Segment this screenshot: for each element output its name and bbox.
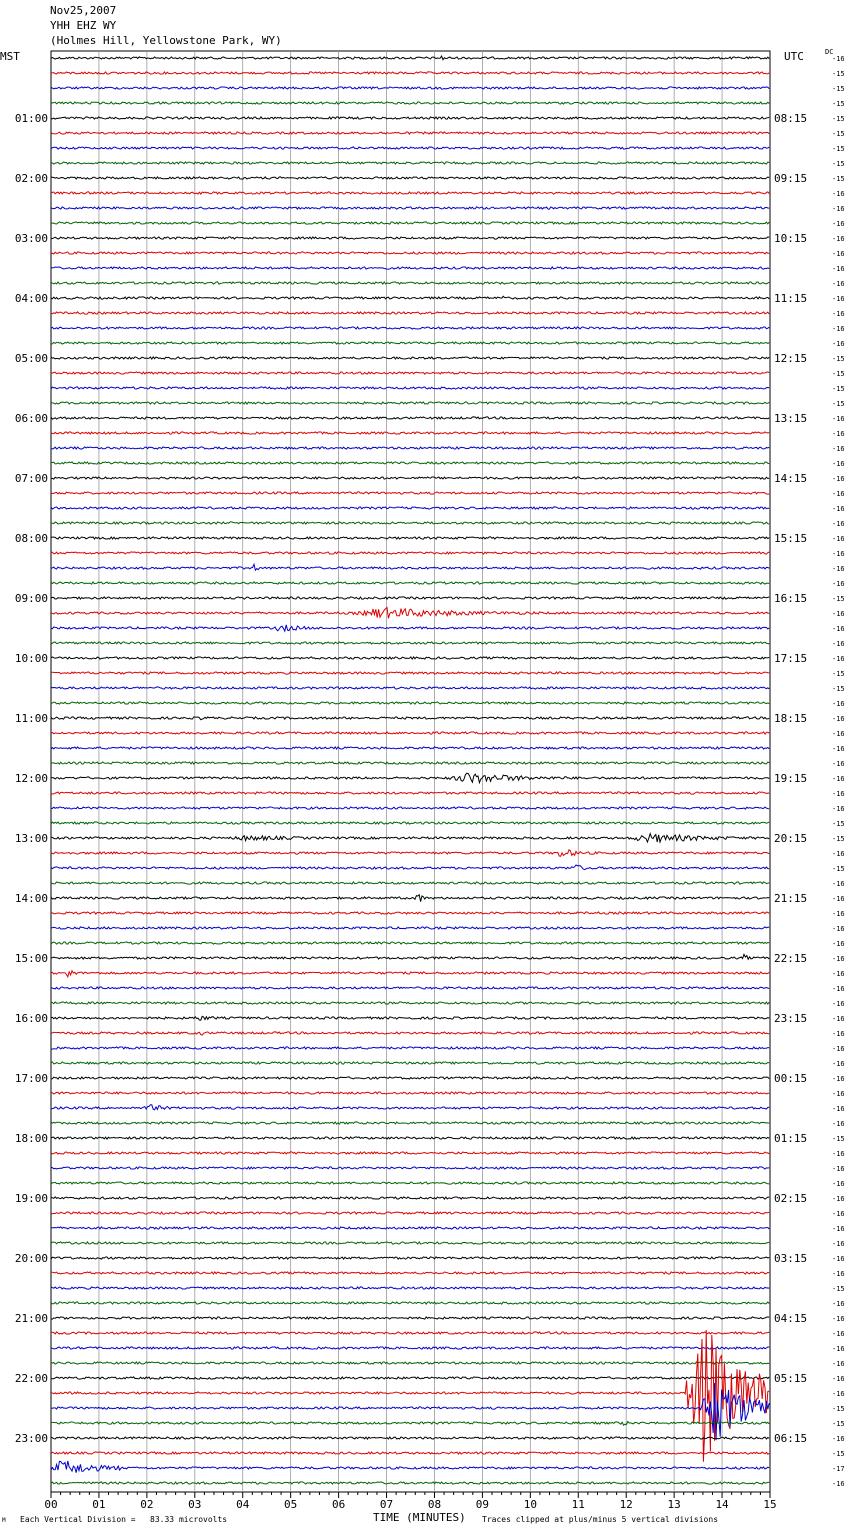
seismic-trace [51, 282, 769, 284]
header-date: Nov25,2007 [50, 4, 117, 17]
corner-mark: M [2, 1517, 6, 1524]
left-hour-label: 18:00 [14, 1132, 48, 1145]
dc-offset-label: -15 [832, 685, 845, 693]
seismic-trace [51, 56, 769, 60]
scale-note: Each Vertical Division = 83.33 microvolts [20, 1515, 228, 1524]
seismic-trace [51, 267, 769, 269]
dc-offset-label: -16 [832, 1390, 845, 1398]
left-hour-label: 06:00 [14, 412, 48, 425]
dc-offset-label: -16 [832, 220, 845, 228]
seismic-trace [51, 1482, 769, 1484]
seismic-trace [51, 702, 769, 704]
dc-offset-label: -15 [832, 100, 845, 108]
seismic-trace [51, 1257, 769, 1259]
dc-offset-label: -16 [832, 1255, 845, 1263]
right-hour-label: 10:15 [774, 232, 808, 245]
seismic-trace [51, 747, 769, 749]
seismic-trace [51, 625, 769, 631]
seismic-trace [51, 1377, 769, 1379]
right-hour-label: 14:15 [774, 472, 808, 485]
dc-offset-label: -16 [832, 490, 845, 498]
right-hour-label: 00:15 [774, 1072, 808, 1085]
seismic-trace [51, 1452, 769, 1454]
seismic-trace [51, 342, 769, 344]
seismic-trace [51, 1062, 769, 1064]
dc-offset-label: -15 [832, 70, 845, 78]
dc-offset-label: -16 [832, 805, 845, 813]
seismic-trace [51, 792, 769, 794]
seismic-trace [51, 357, 769, 359]
dc-offset-label: -15 [832, 1285, 845, 1293]
seismic-trace [51, 1137, 769, 1139]
dc-offset-label: -16 [832, 265, 845, 273]
seismic-trace [51, 207, 769, 209]
right-hour-label: 06:15 [774, 1432, 808, 1445]
dc-offset-label: -15 [832, 1405, 845, 1413]
dc-offset-label: -16 [832, 1150, 845, 1158]
left-hour-label: 13:00 [14, 832, 48, 845]
dc-offset-label: -16 [832, 505, 845, 513]
seismic-trace [51, 1077, 769, 1079]
dc-offset-label: -16 [832, 745, 845, 753]
dc-offset-label: -16 [832, 550, 845, 558]
seismic-trace [51, 1212, 769, 1214]
dc-offset-label: -16 [832, 895, 845, 903]
dc-offset-label: -16 [832, 1015, 845, 1023]
dc-offset-label: -16 [832, 700, 845, 708]
x-tick-label: 09 [475, 1498, 490, 1511]
seismic-trace [51, 895, 769, 902]
dc-offset-label: -15 [832, 670, 845, 678]
dc-offset-label: -16 [832, 1000, 845, 1008]
seismic-trace [51, 1437, 769, 1439]
seismic-trace [51, 1332, 769, 1334]
dc-offset-label: -16 [832, 280, 845, 288]
seismic-trace [51, 537, 769, 539]
dc-offset-label: -16 [832, 985, 845, 993]
dc-offset-label: -16 [832, 340, 845, 348]
right-hour-label: 17:15 [774, 652, 808, 665]
seismic-trace [51, 117, 769, 119]
seismic-trace [51, 773, 769, 783]
left-hour-label: 20:00 [14, 1252, 48, 1265]
dc-offset-label: -16 [832, 625, 845, 633]
seismic-trace [51, 987, 769, 989]
right-hour-label: 19:15 [774, 772, 808, 785]
dc-offset-label: -16 [832, 1225, 845, 1233]
seismic-trace [51, 222, 769, 224]
seismic-trace [51, 192, 769, 194]
dc-offset-label: -16 [832, 1195, 845, 1203]
dc-offset-label: -16 [832, 235, 845, 243]
right-hour-label: 23:15 [774, 1012, 808, 1025]
dc-offset-label: -15 [832, 85, 845, 93]
right-hour-label: 15:15 [774, 532, 808, 545]
dc-offset-label: -16 [832, 1375, 845, 1383]
header-location: (Holmes Hill, Yellowstone Park, WY) [50, 34, 282, 47]
left-hour-label: 23:00 [14, 1432, 48, 1445]
dc-offset-label: -16 [832, 310, 845, 318]
seismic-trace [51, 1302, 769, 1304]
seismic-trace [51, 1182, 769, 1184]
seismic-trace [51, 132, 769, 134]
dc-offset-label: -16 [832, 580, 845, 588]
dc-offset-label: -16 [832, 715, 845, 723]
dc-offset-label: -15 [832, 370, 845, 378]
dc-offset-label: -15 [832, 145, 845, 153]
seismic-trace [51, 102, 769, 104]
right-hour-label: 08:15 [774, 112, 808, 125]
seismic-trace [51, 1272, 769, 1274]
seismic-trace [51, 834, 769, 842]
seismic-trace [51, 597, 769, 599]
dc-offset-label: -16 [832, 955, 845, 963]
seismic-trace [51, 717, 769, 720]
seismic-trace [51, 564, 769, 570]
seismic-trace [51, 327, 769, 329]
dc-offset-label: -16 [832, 1240, 845, 1248]
seismic-trace [51, 87, 769, 89]
right-hour-label: 04:15 [774, 1312, 808, 1325]
dc-offset-label: -16 [832, 1090, 845, 1098]
x-tick-label: 01 [92, 1498, 106, 1511]
dc-offset-label: -16 [832, 445, 845, 453]
dc-offset-label: -16 [832, 1435, 845, 1443]
dc-offset-label: -16 [832, 1165, 845, 1173]
dc-offset-label: -16 [832, 1360, 845, 1368]
seismic-trace [51, 582, 769, 584]
left-hour-label: 15:00 [14, 952, 48, 965]
seismic-trace [51, 492, 769, 494]
x-tick-label: 06 [331, 1498, 346, 1511]
dc-offset-label: -16 [832, 1030, 845, 1038]
dc-offset-label: -16 [832, 250, 845, 258]
clip-note: Traces clipped at plus/minus 5 vertical divisions [482, 1515, 719, 1524]
dc-offset-label: -16 [832, 1270, 845, 1278]
seismic-trace [51, 732, 769, 734]
seismic-trace [51, 1197, 769, 1199]
dc-offset-label: -16 [832, 190, 845, 198]
seismic-trace [51, 522, 769, 524]
dc-offset-label: -16 [832, 850, 845, 858]
left-hour-label: 10:00 [14, 652, 48, 665]
right-hour-label: 18:15 [774, 712, 808, 725]
x-tick-label: 12 [619, 1498, 633, 1511]
seismic-trace [51, 1330, 769, 1462]
dc-offset-label: -16 [832, 1300, 845, 1308]
x-tick-label: 00 [44, 1498, 58, 1511]
dc-offset-label: -15 [832, 595, 845, 603]
left-hour-label: 17:00 [14, 1072, 48, 1085]
dc-offset-label: -16 [832, 1480, 845, 1488]
dc-offset-label: -16 [832, 415, 845, 423]
right-hour-label: 22:15 [774, 952, 808, 965]
dc-offset-label: -16 [832, 295, 845, 303]
x-axis-title: TIME (MINUTES) [373, 1511, 466, 1524]
dc-offset-label: -16 [832, 535, 845, 543]
dc-offset-label: -16 [832, 1075, 845, 1083]
seismic-trace [51, 672, 769, 674]
dc-offset-label: -16 [832, 1180, 845, 1188]
seismic-trace [51, 608, 769, 619]
seismic-trace [51, 1032, 769, 1035]
dc-offset-label: -15 [832, 355, 845, 363]
x-tick-label: 14 [715, 1498, 729, 1511]
dc-offset-label: -16 [832, 790, 845, 798]
left-hour-label: 07:00 [14, 472, 48, 485]
dc-offset-label: -16 [832, 640, 845, 648]
seismic-trace [51, 1347, 769, 1349]
seismic-trace [51, 1152, 769, 1154]
seismic-trace [51, 552, 769, 554]
seismic-trace [51, 72, 769, 74]
seismic-trace [51, 237, 769, 239]
seismic-trace [51, 417, 769, 419]
seismic-trace [51, 865, 769, 870]
header-station: YHH EHZ WY [50, 19, 117, 32]
seismic-trace [51, 1122, 769, 1124]
dc-offset-label: -15 [832, 1135, 845, 1143]
seismic-trace [51, 822, 769, 824]
seismic-trace [51, 1105, 769, 1110]
dc-offset-label: -16 [832, 775, 845, 783]
dc-offset-label: -16 [832, 565, 845, 573]
dc-offset-label: -16 [832, 910, 845, 918]
left-hour-label: 01:00 [14, 112, 48, 125]
seismic-trace [51, 687, 769, 689]
seismic-trace [51, 642, 769, 644]
seismic-trace [51, 1227, 769, 1229]
dc-offset-label: -15 [832, 835, 845, 843]
left-hour-label: 11:00 [14, 712, 48, 725]
seismic-trace [51, 252, 769, 254]
dc-offset-label: -15 [832, 175, 845, 183]
seismic-trace [51, 1422, 769, 1426]
seismic-trace [51, 1016, 769, 1020]
right-hour-label: 16:15 [774, 592, 808, 605]
seismic-trace [51, 372, 769, 374]
left-hour-label: 04:00 [14, 292, 48, 305]
dc-offset-label: -16 [832, 205, 845, 213]
seismic-trace [51, 1092, 769, 1094]
seismic-trace [51, 807, 769, 809]
right-hour-label: 21:15 [774, 892, 808, 905]
seismic-trace [51, 1242, 769, 1244]
dc-offset-label: -16 [832, 55, 845, 63]
seismic-trace [51, 971, 769, 977]
dc-offset-label: -16 [832, 430, 845, 438]
right-hour-label: 13:15 [774, 412, 808, 425]
seismic-trace [51, 1362, 769, 1364]
x-tick-label: 05 [284, 1498, 298, 1511]
seismic-trace [51, 177, 769, 179]
seismic-trace [51, 762, 769, 764]
right-hour-label: 05:15 [774, 1372, 808, 1385]
seismic-trace [51, 462, 769, 464]
left-hour-label: 12:00 [14, 772, 48, 785]
dc-offset-label: -16 [832, 880, 845, 888]
dc-offset-label: -15 [832, 385, 845, 393]
seismic-trace [51, 954, 769, 959]
dc-offset-label: -15 [832, 160, 845, 168]
dc-offset-label: -15 [832, 130, 845, 138]
dc-offset-label: -16 [832, 1315, 845, 1323]
dc-offset-label: -16 [832, 970, 845, 978]
x-tick-label: 07 [379, 1498, 394, 1511]
left-hour-label: 09:00 [14, 592, 48, 605]
right-hour-label: 09:15 [774, 172, 808, 185]
dc-offset-label: -17 [832, 1465, 845, 1473]
x-tick-label: 03 [188, 1498, 202, 1511]
dc-offset-label: -16 [832, 460, 845, 468]
seismic-trace [51, 1047, 769, 1049]
dc-offset-label: -16 [832, 520, 845, 528]
dc-offset-label: -15 [832, 1420, 845, 1428]
seismic-trace [51, 1002, 769, 1004]
right-hour-label: 20:15 [774, 832, 808, 845]
dc-offset-label: -15 [832, 820, 845, 828]
seismic-trace [51, 296, 769, 299]
right-timezone-label: UTC [784, 50, 804, 63]
dc-offset-label: -15 [832, 865, 845, 873]
seismic-trace [51, 850, 769, 856]
dc-offset-label: -16 [832, 940, 845, 948]
dc-offset-label: -16 [832, 925, 845, 933]
dc-offset-label: -16 [832, 1105, 845, 1113]
dc-offset-label: -15 [832, 115, 845, 123]
seismic-trace [51, 477, 769, 479]
seismic-trace [51, 657, 769, 659]
left-hour-label: 08:00 [14, 532, 48, 545]
dc-offset-label: -16 [832, 760, 845, 768]
seismic-trace [51, 312, 769, 314]
seismic-trace [51, 1167, 769, 1169]
x-tick-label: 08 [427, 1498, 442, 1511]
left-hour-label: 03:00 [14, 232, 48, 245]
right-hour-label: 01:15 [774, 1132, 808, 1145]
seismic-trace [51, 162, 769, 164]
right-hour-label: 02:15 [774, 1192, 808, 1205]
seismic-trace [51, 1461, 769, 1473]
dc-offset-label: -16 [832, 610, 845, 618]
dc-offset-label: -16 [832, 655, 845, 663]
left-hour-label: 02:00 [14, 172, 48, 185]
left-hour-label: 14:00 [14, 892, 48, 905]
dc-offset-label: -16 [832, 730, 845, 738]
dc-offset-label: -16 [832, 1330, 845, 1338]
seismic-trace [51, 432, 769, 434]
seismic-trace [51, 882, 769, 884]
x-tick-label: 02 [140, 1498, 154, 1511]
right-hour-label: 11:15 [774, 292, 808, 305]
x-tick-label: 15 [763, 1498, 777, 1511]
left-hour-label: 16:00 [14, 1012, 48, 1025]
left-timezone-label: MST [0, 50, 20, 63]
right-hour-label: 12:15 [774, 352, 808, 365]
left-hour-label: 22:00 [14, 1372, 48, 1385]
seismic-trace [51, 387, 769, 389]
x-tick-label: 04 [236, 1498, 250, 1511]
dc-offset-label: -16 [832, 325, 845, 333]
seismic-trace [51, 1383, 769, 1440]
dc-offset-label: -16 [832, 1345, 845, 1353]
left-hour-label: 21:00 [14, 1312, 48, 1325]
dc-offset-label: -16 [832, 1210, 845, 1218]
left-hour-label: 05:00 [14, 352, 48, 365]
seismic-trace [51, 1317, 769, 1319]
dc-label: DC [825, 48, 834, 56]
seismic-trace [51, 927, 769, 929]
dc-offset-label: -16 [832, 1120, 845, 1128]
dc-offset-label: -15 [832, 1450, 845, 1458]
seismic-trace [51, 147, 769, 149]
seismic-trace [51, 1287, 769, 1289]
dc-offset-label: -16 [832, 475, 845, 483]
x-tick-label: 13 [667, 1498, 681, 1511]
seismic-trace [51, 402, 769, 404]
dc-offset-label: -16 [832, 1045, 845, 1053]
seismic-trace [51, 447, 769, 449]
dc-offset-label: -16 [832, 1060, 845, 1068]
seismic-trace [51, 912, 769, 914]
seismic-trace [51, 507, 769, 509]
seismic-trace [51, 942, 769, 944]
x-tick-label: 11 [571, 1498, 585, 1511]
x-tick-label: 10 [523, 1498, 537, 1511]
dc-offset-label: -15 [832, 400, 845, 408]
right-hour-label: 03:15 [774, 1252, 808, 1265]
left-hour-label: 19:00 [14, 1192, 48, 1205]
